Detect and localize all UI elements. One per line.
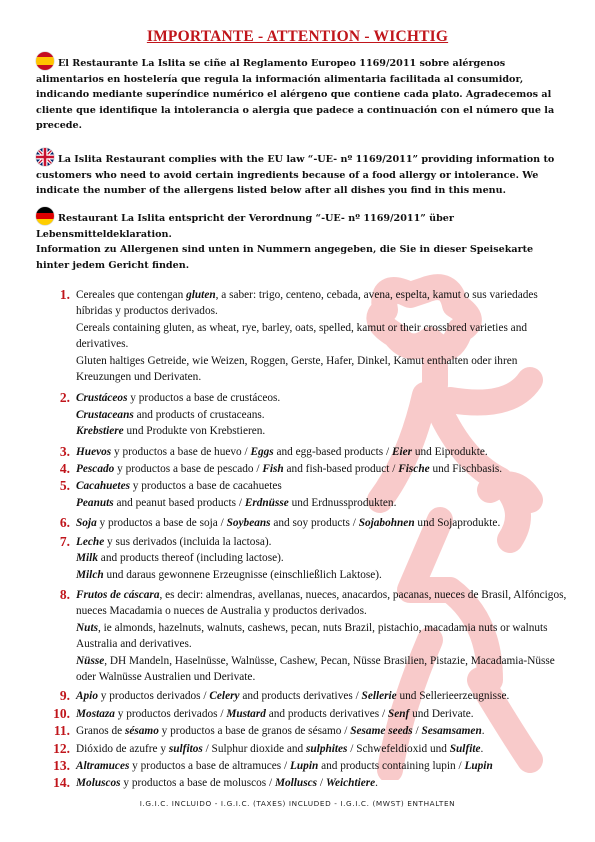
allergen-es-keyword: Leche [76,535,105,548]
allergen-de-text: und Fischbasis. [429,463,503,476]
uk-flag-icon [36,148,54,166]
allergen-item-3 [48,444,568,460]
allergen-item-10 [48,706,568,722]
allergen-en-text: and products of crustaceans. [133,408,265,421]
allergen-es-text: y productos a base de altramuces / [129,759,290,772]
allergen-en-text: and egg-based products / [273,445,392,458]
allergen-es-keyword: sulfitos [168,742,203,755]
allergen-en-text: and products derivatives / [265,707,388,720]
allergen-es-keyword: Huevos [76,445,112,458]
allergen-en-keyword: sulphites [306,742,348,755]
allergen-en-text: , ie almonds, hazelnuts, walnuts, cashews, pecan, nuts Brazil, pistachio, macadamia nuts or walnuts Australia and derivatives. [76,621,548,651]
allergen-list [48,287,568,792]
allergen-en-text: and soy products / [270,517,359,530]
allergen-es-keyword: Pescado [76,463,115,476]
allergen-number: 4. [59,461,70,477]
allergen-de-keyword: Fische [398,463,430,476]
allergen-de-keyword: Krebstiere [76,425,124,438]
allergen-item-1 [48,287,568,385]
allergen-item-14 [48,775,568,791]
allergen-number: 5. [59,478,70,494]
allergen-de-text: und Sojaprodukte. [414,517,501,530]
allergen-item-5 [48,478,568,511]
allergen-de-text: . [480,742,484,755]
page-title: IMPORTANTE - ATTENTION - WICHTIG [146,28,449,45]
allergen-en-keyword: Peanuts [76,496,114,509]
allergen-es-text: y productos a base de huevo / [111,445,251,458]
intro-spanish-text: El Restaurante La Islita se ciñe al Reglamento Europeo 1169/2011 sobre alérgenos alimentarios en hostelería que regula la información alimentaria facilitada al consumidor, indicando mediante superíndice numérico el alérgeno que contiene cada plato. Agradecemos al cliente que identifique la intolerancia o alergia que padece a continuación con el número que la precede. [36,58,555,131]
allergen-number: 1. [59,287,70,302]
intro-german-text-2: Information zu Allergenen sind unten in Nummern angegeben, die Sie in dieser Speisekarte hinter jedem Gericht finden. [36,244,534,271]
allergen-en-keyword: Milk [76,552,98,565]
allergen-de-text: . [375,777,378,790]
allergen-es-keyword: Frutos de cáscara [76,588,160,601]
allergen-de-text: und Derivate. [409,707,474,720]
allergen-en-keyword: Celery [209,690,240,703]
allergen-en-text: and products thereof (including lactose). [97,552,284,565]
allergen-item-6 [48,515,568,531]
allergen-de-text: und Erdnussprodukten. [288,496,397,509]
allergen-de-keyword: Sesamsamen [421,725,482,738]
allergen-es-text: Cereales que contengan [76,289,187,301]
allergen-en-text: Cereals containing gluten, as wheat, rye, barley, oats, spelled, kamut or their crossbred varieties and derivatives. [76,321,527,351]
allergen-es-text: y productos a base de granos de sésamo / [158,725,351,738]
allergen-item-11 [48,723,568,739]
allergen-de-keyword: Sojabohnen [358,517,415,530]
tax-footer: I.G.I.C. INCLUIDO - I.G.I.C. (TAXES) INCLUDED - I.G.I.C. (MWST) ENTHALTEN [139,799,456,808]
allergen-number: 14. [53,775,70,791]
allergen-en-text: and fish-based product / [283,463,399,476]
allergen-es-text: , es decir: almendras, avellanas, nueces, anacardos, pacanas, nueces de Brasil, Alfóncigos, nueces Macadamia o nueces de Australia y productos derivados. [76,588,567,618]
allergen-item-7 [48,534,568,583]
allergen-es-text: / Sulphur dioxide and [202,742,306,755]
allergen-es-keyword: Soja [76,517,97,530]
allergen-number: 2. [59,390,70,406]
allergen-number: 6. [59,515,70,531]
allergen-en-keyword: Sesame seeds [350,725,413,738]
allergen-number: 10. [53,705,70,721]
allergen-en-keyword: Molluscs [274,777,318,790]
allergen-de-keyword: Sellerie [361,690,397,703]
allergen-item-2 [48,390,568,439]
allergen-en-keyword: Nuts [76,621,98,634]
allergen-es-text: y productos derivados / [97,690,210,703]
allergen-item-4 [48,461,568,477]
allergen-es-keyword: Crustáceos [76,392,128,405]
allergen-de-keyword: Sulfite [449,742,481,755]
allergen-de-text: und Sellerieerzeugnisse. [396,690,510,703]
allergen-item-8 [48,587,568,685]
allergen-en-keyword: Soybeans [226,517,271,530]
allergen-es-keyword: Apio [76,690,98,703]
intro-english-text: La Islita Restaurant complies with the EU law “-UE- nº 1169/2011” providing information to customers who need to avoid certain ingredients because of a food allergy or intolerance. We indicate the number of the allergens listed below after all dishes you find in this menu. [36,154,555,196]
spain-flag-icon [36,52,54,70]
allergen-number: 3. [59,443,70,459]
allergen-item-9 [48,688,568,704]
allergen-es-text: , a saber: trigo, centeno, cebada, avena, espelta, kamut o sus variedades híbridas y productos derivados. [76,289,538,318]
allergen-es-text: y productos a base de cacahuetes [129,480,282,493]
allergen-es-keyword: sésamo [124,725,159,738]
allergen-es-text: y productos a base de crustáceos. [127,392,281,405]
allergen-en-keyword: Eggs [250,445,274,458]
allergen-en-text: / [412,725,422,738]
allergen-en-keyword: Crustaceans [76,408,134,421]
allergen-de-text: und Eiprodukte. [412,445,488,458]
allergen-de-keyword: Senf [387,707,410,720]
allergen-number: 12. [53,740,70,756]
allergen-de-keyword: Erdnüsse [244,496,289,509]
allergen-en-keyword: Fish [262,463,284,476]
allergen-de-text: und Produkte von Krebstieren. [123,425,266,438]
allergen-number: 11. [53,723,70,739]
allergen-es-keyword: Altramuces [76,759,130,772]
allergen-de-keyword: Milch [76,568,104,581]
allergen-de-text: . [481,725,485,738]
allergen-es-text: Dióxido de azufre y [76,742,169,755]
allergen-en-text: / Schwefeldioxid und [347,742,450,755]
allergen-es-keyword: Moluscos [76,777,121,790]
intro-german [36,207,566,273]
allergen-de-keyword: Weichtiere [325,777,376,790]
allergen-es-text: y productos a base de pescado / [114,463,263,476]
allergen-number: 9. [59,688,70,704]
allergen-es-text: Granos de [76,725,125,738]
allergen-item-12 [48,741,568,757]
allergen-number: 7. [59,533,70,549]
allergen-es-text: y productos a base de soja / [96,517,227,530]
allergen-de-text: und daraus gewonnene Erzeugnisse (einschließlich Laktose). [103,568,382,581]
intro-german-text-1: Restaurant La Islita entspricht der Verordnung “-UE- nº 1169/2011” über Lebensmitteldeklaration. [36,213,454,240]
allergen-es-keyword: Mostaza [76,707,115,720]
allergen-de-keyword: Lupin [464,759,493,772]
allergen-de-keyword: Nüsse [76,654,105,667]
allergen-es-text: y productos a base de moluscos / [120,777,275,790]
allergen-de-text: , DH Mandeln, Haselnüsse, Walnüsse, Cashew, Pecan, Nüsse Brasilien, Pistazie, Macadamia-Nüsse oder Walnüsse Australien und Derivate. [76,654,555,683]
intro-english [36,148,566,199]
allergen-en-text: and products derivatives / [239,690,362,703]
allergen-en-text: and peanut based products / [113,496,245,509]
allergen-en-keyword: Mustard [226,707,266,720]
allergen-es-text: y productos derivados / [114,707,227,720]
allergen-en-text: / [317,777,326,790]
intro-spanish [36,52,566,134]
allergen-de-text: Gluten haltiges Getreide, wie Weizen, Roggen, Gerste, Hafer, Dinkel, Kamut enthalten oder ihren Kreuzungen und Derivaten. [76,354,518,384]
allergen-es-text: y sus derivados (incluida la lactosa). [104,535,272,548]
allergen-en-text: and products containing lupin / [318,759,465,772]
allergen-en-keyword: Lupin [289,759,319,772]
allergen-number: 13. [53,757,70,773]
allergen-es-keyword: gluten [186,289,216,301]
allergen-item-13 [48,758,568,774]
allergen-es-keyword: Cacahuetes [76,480,130,493]
allergen-de-keyword: Eier [391,445,413,458]
germany-flag-icon [36,207,54,225]
allergen-number: 8. [59,586,70,602]
